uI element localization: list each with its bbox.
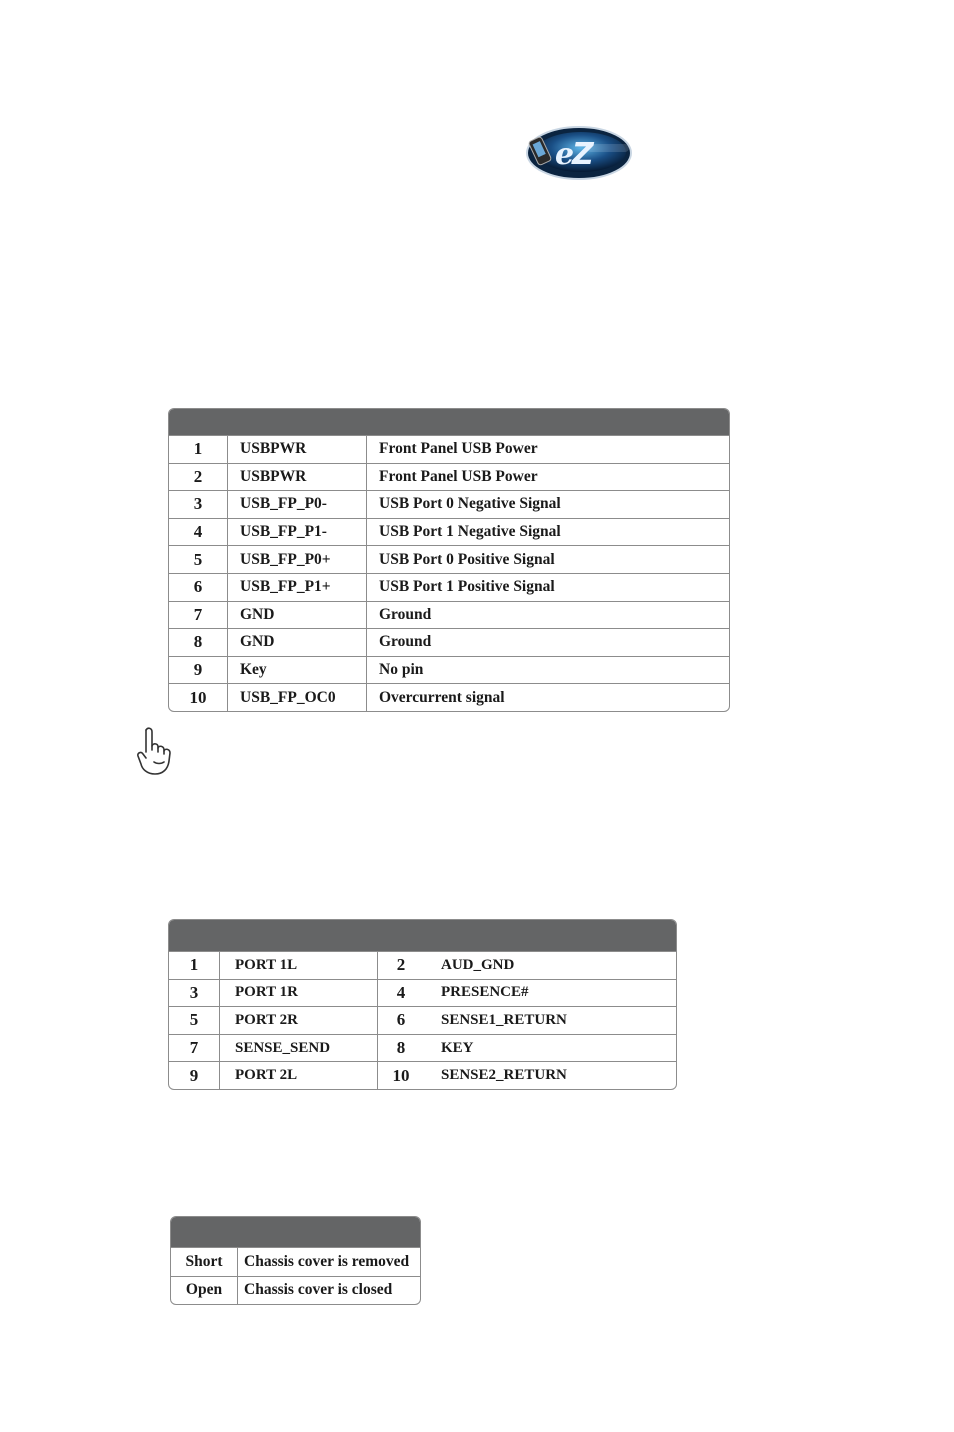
svg-text:e: e	[555, 137, 575, 172]
signal-function: Ground	[366, 602, 729, 629]
table-row	[169, 1006, 676, 1034]
signal-name: USB_FP_P0-	[227, 491, 366, 518]
signal-function: USB Port 0 Negative Signal	[366, 491, 729, 518]
signal-name: USB_FP_P1-	[227, 519, 366, 546]
table-row	[169, 1034, 676, 1062]
setting-description: Chassis cover is closed	[237, 1277, 420, 1305]
signal-name: Key	[227, 657, 366, 684]
signal-name: PORT 2L	[219, 1062, 377, 1089]
setting-description: Chassis cover is removed	[237, 1248, 420, 1276]
svg-text:Z: Z	[572, 137, 594, 172]
table-row	[169, 518, 729, 546]
table-row	[169, 628, 729, 656]
audio-pin-table	[168, 919, 677, 1090]
signal-function: USB Port 1 Negative Signal	[366, 519, 729, 546]
signal-name: SENSE2_RETURN	[441, 1067, 567, 1084]
pin-number: 6	[193, 577, 203, 597]
table-row	[169, 656, 729, 684]
table-row	[169, 573, 729, 601]
table-row	[169, 1061, 676, 1089]
table-row	[169, 601, 729, 629]
pin-number: 6	[377, 1007, 424, 1034]
signal-name: PRESENCE#	[441, 984, 529, 1001]
pin-number: 8	[193, 632, 203, 652]
signal-name: USB_FP_OC0	[227, 684, 366, 711]
usb-pin-table	[168, 408, 730, 712]
pin-number: 4	[377, 980, 424, 1007]
pin-number: 2	[193, 466, 203, 486]
signal-function: Front Panel USB Power	[366, 464, 729, 491]
signal-name: SENSE1_RETURN	[441, 1011, 567, 1028]
table-row	[169, 545, 729, 573]
pin-number: 3	[189, 982, 199, 1002]
signal-name: USB_FP_P0+	[227, 546, 366, 573]
table-row	[169, 435, 729, 463]
table-header-bar	[169, 409, 729, 435]
setting-label: Open	[185, 1281, 223, 1299]
signal-name: KEY	[441, 1039, 474, 1056]
pin-number: 9	[193, 660, 203, 680]
signal-function: Front Panel USB Power	[366, 436, 729, 463]
pin-number: 10	[377, 1062, 424, 1089]
pin-number: 3	[193, 494, 203, 514]
signal-function: Ground	[366, 629, 729, 656]
table-header-bar	[169, 920, 676, 951]
pin-number: 1	[189, 955, 199, 975]
signal-name: USBPWR	[227, 464, 366, 491]
pin-number: 2	[377, 952, 424, 979]
signal-name: USBPWR	[227, 436, 366, 463]
signal-name: USB_FP_P1+	[227, 574, 366, 601]
pin-number: 8	[377, 1035, 424, 1062]
signal-name: GND	[227, 629, 366, 656]
setting-label: Short	[185, 1252, 223, 1270]
ez-charger-logo-icon	[525, 124, 633, 182]
signal-name: PORT 2R	[219, 1007, 377, 1034]
table-row	[171, 1276, 420, 1305]
table-row	[171, 1247, 420, 1276]
signal-function: USB Port 1 Positive Signal	[366, 574, 729, 601]
pin-number: 1	[193, 439, 203, 459]
pin-number: 5	[193, 549, 203, 569]
signal-name: PORT 1R	[219, 980, 377, 1007]
pin-number: 7	[193, 604, 203, 624]
table-row	[169, 490, 729, 518]
pin-number: 5	[189, 1010, 199, 1030]
signal-function: USB Port 0 Positive Signal	[366, 546, 729, 573]
pin-number: 4	[193, 522, 203, 542]
table-row	[169, 979, 676, 1007]
pin-number: 7	[189, 1038, 199, 1058]
table-row	[169, 951, 676, 979]
pin-number: 10	[189, 687, 207, 707]
table-row	[169, 463, 729, 491]
chassis-table	[170, 1216, 421, 1305]
table-row	[169, 683, 729, 711]
pin-number: 9	[189, 1065, 199, 1085]
signal-function: No pin	[366, 657, 729, 684]
signal-function: Overcurrent signal	[366, 684, 729, 711]
signal-name: SENSE_SEND	[219, 1035, 377, 1062]
table-header-bar	[171, 1217, 420, 1247]
pointing-hand-icon	[132, 726, 178, 778]
signal-name: AUD_GND	[441, 956, 515, 973]
signal-name: PORT 1L	[219, 952, 377, 979]
signal-name: GND	[227, 602, 366, 629]
